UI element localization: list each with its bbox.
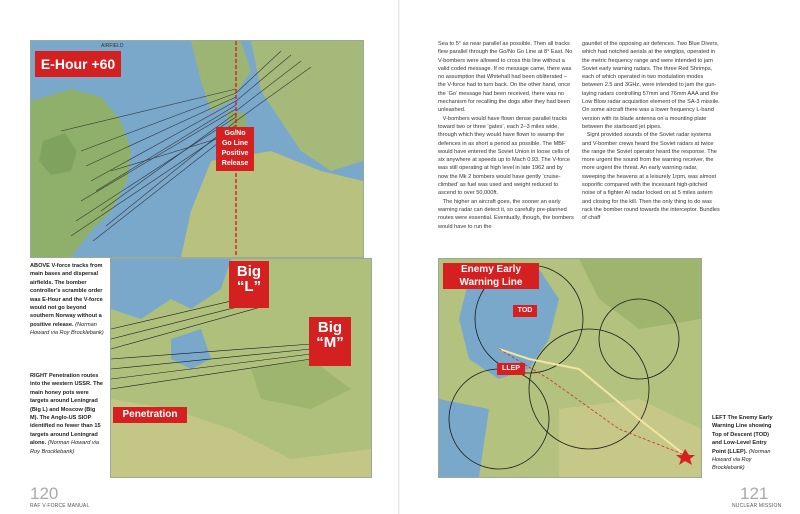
caption-left-lead: LEFT: [712, 415, 726, 421]
label-big-l-line1: Big: [236, 263, 262, 280]
label-penetration: Penetration: [113, 407, 187, 423]
body-column-1: [438, 40, 574, 231]
map-early-warning: [438, 258, 702, 478]
label-big-m-line2: “M”: [316, 334, 344, 351]
caption-above-credit: (Norman Howard via Roy Brocklebank): [30, 321, 104, 337]
col1-para2: V-bombers would have flown dense parallel tracks toward two or three ‘gates’, each 2–3 miles wide, through which they would have flown to swamp the defences in as short a period as possible. The MBF would have entered the Soviet Union in loose cells of six anywhere at speeds up to Mach 0.93. The V-force was still operating at high level in late 1962 and by now the Mk 2 bombers would have gently ‘cruise-climbed’ as fuel was used and weight reduced to ascend to over 50,000ft.: [438, 115, 571, 197]
label-ewl-line2: Warning Line: [459, 277, 523, 288]
page-number-right: 121: [740, 484, 769, 503]
running-head-right: NUCLEAR MISSION: [732, 503, 782, 509]
col1-para3: The higher an aircraft goes, the sooner an early warning radar can detect it, so carefully pre-planned routes were essential. Eventually, though, the bombers would have to run the: [438, 198, 574, 230]
label-ewl-line1: Enemy Early: [460, 264, 522, 275]
caption-left-text: The Enemy Early Warning Line showing Top of Descent (TOD) and Low-Level Entry Point (LLEP).: [712, 415, 773, 455]
right-page: [400, 0, 800, 514]
caption-left: [712, 414, 778, 473]
map-top-text: AIRFIELD: [101, 43, 124, 49]
col2-para2: Signt provided sounds of the Soviet radar systems and V-bomber crews heard the Soviet radars at twice the range the Soviet operator heard the response. The more urgent the sound from the warning receiver, the more urgent the threat. An early warning radar, sweeping the heavens at a leisurely 1rpm, was almost soporific compared with the incessant high-pitched noise of a fighter AI radar locked on at 5 miles astern and closing for the kill. Then the only thing to do was rack the bomber round towards the interceptor. Bundles of chaff: [582, 132, 720, 222]
label-big-l: [229, 261, 269, 308]
label-big-m-line1: Big: [317, 319, 343, 336]
label-tod: TOD: [513, 305, 537, 317]
col1-para1: Sea to 5° as near parallel as possible. Then all tracks flew parallel through the Go/No Go Line at 8° East. No V-bombers were allowed to cross this line without a valid coded message. If no message came, there was no assumption that Whitehall had been obliterated – the V-force had to turn back. On the other hand, once the ‘Go’ message had been received, there was no mechanism for recalling the dogs after they had been unleashed.: [438, 41, 573, 114]
col2-para1: gauntlet of the opposing air defences. Two Blue Divers, which had notched aerials at the wingtips, operated in the metric frequency range and were intended to jam Soviet early warning radars. The three Red Shrimps, each of which operated in two modulation modes between 2.5 and 3GHz, were intended to jam the gun-laying radars controlling 57mm and 76mm AAA and the Low Blow radar acquisition element of the SA-3 missile. On some aircraft there was a lower frequency L-band version with its blade antenna on a mounting plate between the starboard jet pipes.: [582, 41, 720, 130]
page-number-left: 120: [30, 484, 59, 503]
label-big-l-line2: “L”: [236, 278, 262, 295]
caption-left-credit: (Norman Howard via Roy Brocklebank): [712, 448, 771, 472]
caption-right-lead: RIGHT: [30, 373, 48, 379]
label-ewl: [443, 263, 539, 289]
caption-right-text: Penetration routes into the western USSR. The main honey pots were targets around Leningrad (Big L) and Moscow (Big M). The Anglo-US SIOP identified no fewer than 15 targets around Leningrad alone.: [30, 373, 104, 447]
label-big-m: [309, 317, 351, 366]
label-llep: LLEP: [497, 363, 525, 375]
label-gonogo: Go/No Go Line Positive Release: [216, 127, 254, 171]
body-column-2: [582, 40, 720, 223]
label-ehour: E-Hour +60: [35, 51, 121, 77]
map-early-warning-graphic: [439, 259, 701, 477]
map-penetration: [110, 258, 372, 478]
caption-above: [30, 262, 104, 338]
map-ehour: [30, 40, 364, 258]
caption-right-credit: (Norman Howard via Roy Brocklebank): [30, 440, 100, 455]
caption-above-text: V-force tracks from main bases and dispersal airfields. The bomber controller’s scramble order was E-Hour and the V-force would not go beyond southern Norway without a positive release.: [30, 263, 103, 328]
caption-right: [30, 372, 104, 456]
caption-above-lead: ABOVE: [30, 263, 50, 269]
running-head-left: RAF V-FORCE MANUAL: [30, 503, 90, 509]
